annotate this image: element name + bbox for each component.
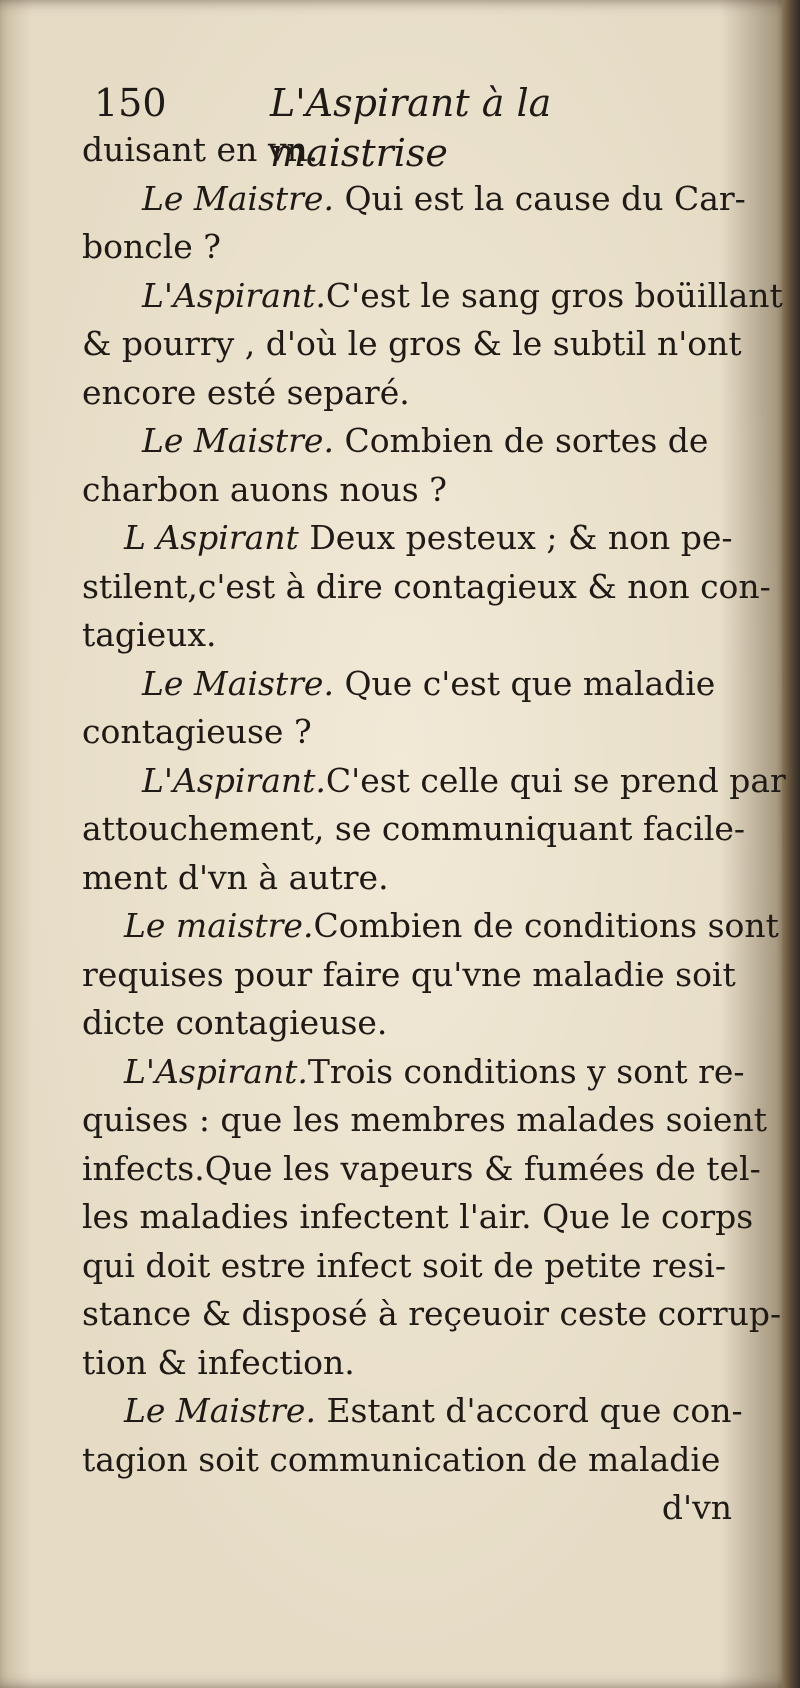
line-text: attouchement, se communiquant facile-	[82, 809, 746, 848]
text-line	[82, 708, 772, 757]
text-line	[82, 757, 786, 806]
line-text: & pourry , d'où le gros & le subtil n'ont	[82, 324, 742, 363]
speaker-label: Le Maistre.	[142, 421, 334, 460]
line-text: dicte contagieuse.	[82, 1003, 388, 1042]
line-text: tagion soit communication de maladie	[82, 1439, 721, 1479]
line-text: boncle ?	[82, 227, 221, 266]
line-text: C'est le sang gros boüillant	[325, 275, 783, 315]
text-line	[82, 1436, 772, 1485]
text-line	[82, 805, 772, 854]
text-line	[82, 175, 772, 224]
text-line	[82, 1387, 772, 1436]
speaker-label: Le maistre.	[124, 906, 314, 945]
line-text: tion & infection.	[82, 1342, 355, 1382]
line-text: Combien de sortes de	[333, 421, 709, 460]
text-line	[82, 466, 772, 515]
line-text: stilent,c'est à dire contagieux & non con-	[82, 566, 771, 606]
text-line	[82, 902, 779, 951]
speaker-label: L'Aspirant.	[124, 1051, 308, 1091]
page-edge-shadow	[782, 0, 800, 1688]
text-line	[82, 1242, 772, 1291]
speaker-label: L Aspirant	[124, 518, 299, 557]
line-text: les maladies infectent l'air. Que le corps	[82, 1197, 754, 1236]
text-line	[82, 272, 783, 321]
text-line	[82, 660, 772, 709]
speaker-label: Le Maistre.	[124, 1391, 316, 1430]
text-line	[82, 1339, 772, 1388]
text-line	[82, 514, 772, 563]
speaker-label: L'Aspirant.	[142, 760, 326, 800]
text-line	[82, 1096, 772, 1145]
line-text: Combien de conditions sont	[313, 906, 779, 945]
line-text: requises pour faire qu'vne maladie soit	[82, 954, 736, 994]
line-text: stance & disposé à reçeuoir ceste corrup-	[82, 1294, 782, 1333]
catchword: d'vn	[661, 1488, 732, 1527]
line-text: encore esté separé.	[82, 372, 410, 412]
text-line	[82, 951, 772, 1000]
page-number: 150	[94, 81, 167, 125]
line-text: tagieux.	[82, 615, 217, 654]
text-line	[82, 563, 772, 612]
speaker-label: L'Aspirant.	[142, 275, 326, 315]
line-text: Qui est la cause du Car-	[333, 178, 746, 218]
line-text: C'est celle qui se prend par	[325, 760, 786, 800]
text-line	[82, 223, 772, 272]
speaker-label: Le Maistre.	[142, 663, 334, 703]
line-text: Estant d'accord que con-	[315, 1391, 743, 1430]
line-text: Que c'est que maladie	[333, 663, 716, 703]
speaker-label: Le Maistre.	[142, 178, 334, 218]
text-line	[82, 1193, 772, 1242]
text-line	[82, 854, 772, 903]
line-text: charbon auons nous ?	[82, 469, 447, 509]
text-line	[82, 126, 772, 175]
body-text	[82, 126, 786, 1533]
line-text: Deux pesteux ; & non pe-	[298, 518, 733, 557]
text-line	[82, 369, 772, 418]
text-line	[82, 1145, 772, 1194]
text-line	[82, 999, 772, 1048]
line-text: infects.Que les vapeurs & fumées de tel-	[82, 1148, 761, 1188]
line-text: Trois conditions y sont re-	[307, 1051, 745, 1091]
text-line	[82, 1290, 782, 1339]
text-line	[82, 611, 772, 660]
line-text: ment d'vn à autre.	[82, 857, 389, 897]
running-title: L'Aspirant à la maistrise	[270, 81, 552, 175]
text-line	[82, 1048, 772, 1097]
text-line	[82, 417, 772, 466]
line-text: duisant en vn.	[82, 130, 319, 169]
line-text: contagieuse ?	[82, 712, 312, 751]
line-text: quises : que les membres malades soient	[82, 1100, 767, 1139]
line-text: qui doit estre infect soit de petite resi-	[82, 1245, 726, 1285]
text-line	[82, 320, 772, 369]
